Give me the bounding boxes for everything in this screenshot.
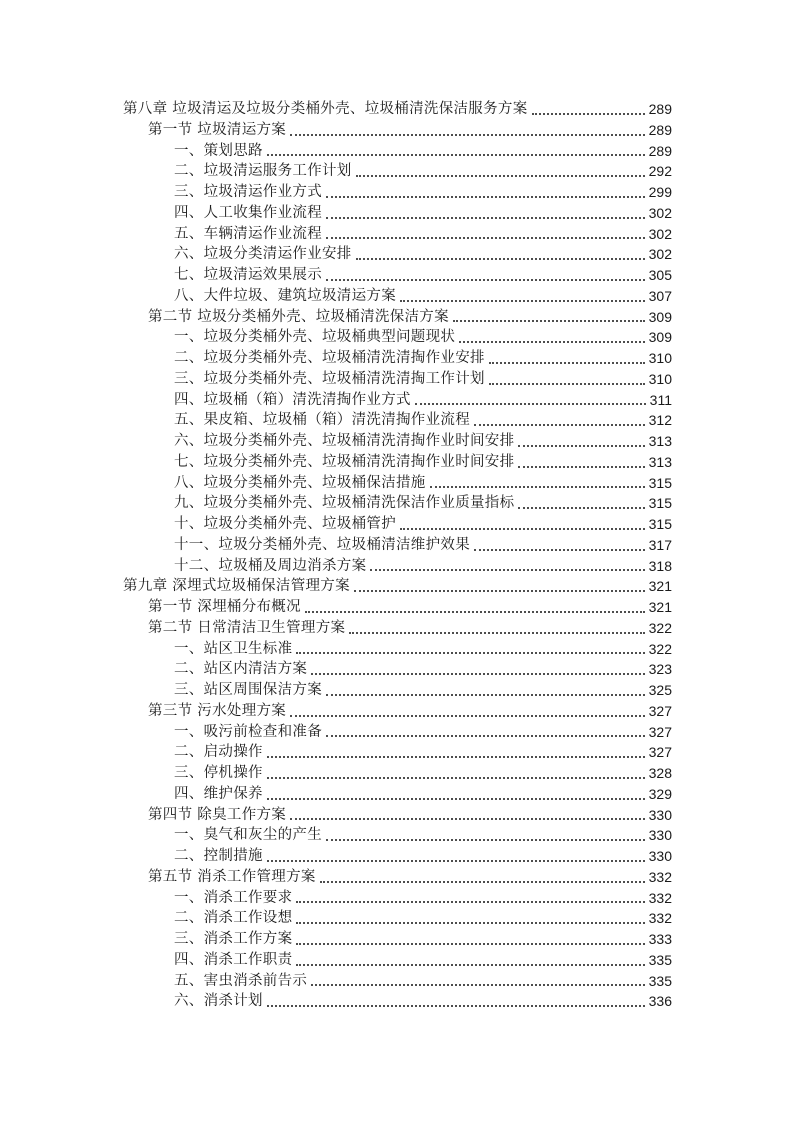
toc-entry-title: 六、垃圾分类桶外壳、垃圾桶清洗清掏作业时间安排 bbox=[174, 433, 515, 449]
toc-entry-page: 327 bbox=[648, 723, 672, 740]
dot-leader bbox=[322, 265, 649, 286]
toc-entry[interactable] bbox=[123, 888, 672, 909]
toc-entry-page: 329 bbox=[648, 785, 672, 802]
toc-entry-title: 十一、垃圾分类桶外壳、垃圾桶清洁维护效果 bbox=[174, 536, 470, 553]
toc-entry-page: 315 bbox=[648, 474, 672, 491]
toc-entry-page: 307 bbox=[648, 287, 672, 304]
toc-entry-page: 299 bbox=[648, 184, 672, 200]
toc-entry[interactable] bbox=[123, 576, 672, 597]
toc-entry-page: 317 bbox=[648, 536, 672, 553]
toc-entry-title: 第二节 日常清洁卫生管理方案 bbox=[148, 619, 346, 636]
dot-leader bbox=[426, 473, 649, 494]
dot-leader bbox=[322, 203, 649, 224]
toc-entry-page: 335 bbox=[648, 951, 672, 968]
dot-leader bbox=[350, 576, 649, 597]
toc-entry[interactable] bbox=[123, 535, 672, 556]
toc-entry[interactable] bbox=[123, 369, 672, 390]
toc-entry[interactable] bbox=[123, 265, 672, 286]
toc-entry-title: 一、垃圾分类桶外壳、垃圾桶典型问题现状 bbox=[174, 329, 456, 346]
toc-entry-title: 二、站区内清洁方案 bbox=[174, 661, 308, 678]
toc-entry-title: 第一节 深埋桶分布概况 bbox=[148, 599, 301, 615]
toc-entry[interactable] bbox=[123, 846, 672, 867]
dot-leader bbox=[455, 327, 648, 348]
toc-entry-page: 332 bbox=[648, 889, 672, 906]
dot-leader bbox=[345, 618, 648, 639]
toc-entry-title: 二、垃圾分类桶外壳、垃圾桶清洗清掏作业安排 bbox=[174, 350, 485, 366]
toc-entry-title: 一、吸污前检查和准备 bbox=[174, 723, 322, 740]
toc-entry[interactable] bbox=[123, 701, 672, 722]
toc-entry[interactable] bbox=[123, 161, 672, 182]
toc-entry-title: 三、垃圾清运作业方式 bbox=[174, 184, 322, 200]
toc-entry-title: 二、消杀工作设想 bbox=[174, 910, 293, 927]
toc-entry-page: 330 bbox=[648, 806, 672, 823]
toc-entry-page: 310 bbox=[648, 370, 672, 387]
toc-entry[interactable] bbox=[123, 203, 672, 224]
toc-entry[interactable] bbox=[123, 307, 672, 328]
toc-entry-title: 六、消杀计划 bbox=[174, 993, 263, 1010]
toc-entry-title: 一、站区卫生标准 bbox=[174, 640, 293, 657]
toc-entry-title: 一、臭气和灰尘的产生 bbox=[174, 827, 322, 844]
toc-entry-page: 311 bbox=[649, 391, 672, 408]
toc-entry[interactable] bbox=[123, 327, 672, 348]
dot-leader bbox=[286, 701, 649, 722]
toc-entry[interactable] bbox=[123, 639, 672, 660]
toc-entry-page: 302 bbox=[648, 225, 672, 242]
toc-entry[interactable] bbox=[123, 991, 672, 1012]
dot-leader bbox=[322, 825, 649, 846]
toc-entry[interactable] bbox=[123, 929, 672, 950]
dot-leader bbox=[352, 244, 649, 265]
dot-leader bbox=[352, 161, 649, 182]
toc-entry[interactable] bbox=[123, 141, 672, 162]
toc-entry[interactable] bbox=[123, 618, 672, 639]
dot-leader bbox=[322, 680, 649, 701]
toc-entry-page: 315 bbox=[648, 516, 672, 532]
toc-entry[interactable] bbox=[123, 493, 672, 514]
toc-entry[interactable] bbox=[123, 514, 672, 535]
toc-entry[interactable] bbox=[123, 763, 672, 784]
toc-entry-title: 四、人工收集作业流程 bbox=[174, 204, 322, 221]
dot-leader bbox=[307, 971, 648, 992]
dot-leader bbox=[514, 493, 648, 514]
toc-entry-page: 302 bbox=[648, 246, 672, 263]
toc-entry-title: 三、消杀工作方案 bbox=[174, 931, 293, 947]
toc-entry[interactable] bbox=[123, 722, 672, 743]
dot-leader bbox=[396, 514, 649, 535]
dot-leader bbox=[286, 805, 649, 826]
toc-entry[interactable] bbox=[123, 950, 672, 971]
toc-entry-page: 309 bbox=[648, 329, 672, 346]
dot-leader bbox=[263, 784, 649, 805]
dot-leader bbox=[292, 908, 648, 929]
toc-entry-title: 三、垃圾分类桶外壳、垃圾桶清洗清掏工作计划 bbox=[174, 370, 485, 387]
toc-entry-title: 一、消杀工作要求 bbox=[174, 889, 293, 906]
toc-entry[interactable] bbox=[123, 908, 672, 929]
toc-entry-title: 八、大件垃圾、建筑垃圾清运方案 bbox=[174, 287, 396, 304]
toc-entry-page: 289 bbox=[648, 101, 672, 117]
toc-entry-title: 第四节 除臭工作方案 bbox=[148, 806, 287, 823]
toc-entry-page: 313 bbox=[648, 453, 672, 470]
toc-entry-title: 第八章 垃圾清运及垃圾分类桶外壳、垃圾桶清洗保洁服务方案 bbox=[123, 101, 528, 117]
dot-leader bbox=[292, 888, 648, 909]
toc-entry-title: 五、车辆清运作业流程 bbox=[174, 225, 322, 242]
toc-entry-page: 318 bbox=[648, 557, 672, 574]
toc-entry[interactable] bbox=[123, 99, 672, 120]
toc-entry-title: 七、垃圾分类桶外壳、垃圾桶清洗清掏作业时间安排 bbox=[174, 453, 515, 470]
toc-entry-page: 321 bbox=[648, 578, 672, 595]
toc-entry-title: 六、垃圾分类清运作业安排 bbox=[174, 246, 352, 263]
toc-entry[interactable] bbox=[123, 971, 672, 992]
toc-entry-title: 七、垃圾清运效果展示 bbox=[174, 267, 322, 283]
dot-leader bbox=[514, 452, 648, 473]
dot-leader bbox=[396, 286, 649, 307]
toc-entry-page: 327 bbox=[648, 702, 672, 719]
toc-entry-page: 322 bbox=[648, 640, 672, 657]
toc-entry[interactable] bbox=[123, 597, 672, 618]
dot-leader bbox=[470, 535, 649, 556]
dot-leader bbox=[470, 410, 649, 431]
toc-entry[interactable] bbox=[123, 431, 672, 452]
toc-entry-title: 十、垃圾分类桶外壳、垃圾桶管护 bbox=[174, 516, 396, 532]
toc-entry-page: 312 bbox=[648, 412, 672, 429]
toc-entry-page: 289 bbox=[648, 142, 672, 159]
toc-entry[interactable] bbox=[123, 556, 672, 577]
dot-leader bbox=[485, 348, 649, 369]
dot-leader bbox=[514, 431, 648, 452]
toc-entry[interactable] bbox=[123, 286, 672, 307]
toc-entry[interactable] bbox=[123, 473, 672, 494]
dot-leader bbox=[263, 846, 649, 867]
toc-entry-page: 305 bbox=[648, 267, 672, 283]
toc-entry-page: 310 bbox=[648, 350, 672, 366]
toc-entry-page: 322 bbox=[648, 619, 672, 636]
dot-leader bbox=[411, 390, 650, 411]
toc-entry-title: 十二、垃圾桶及周边消杀方案 bbox=[174, 557, 367, 574]
toc-entry-page: 336 bbox=[648, 993, 672, 1010]
toc-entry[interactable] bbox=[123, 390, 672, 411]
toc-entry-page: 330 bbox=[648, 827, 672, 844]
dot-leader bbox=[292, 639, 648, 660]
toc-entry[interactable] bbox=[123, 659, 672, 680]
dot-leader bbox=[263, 141, 649, 162]
dot-leader bbox=[322, 722, 649, 743]
toc-entry-page: 325 bbox=[648, 682, 672, 698]
toc-entry-page: 302 bbox=[648, 204, 672, 221]
toc-entry[interactable] bbox=[123, 224, 672, 245]
toc-entry-title: 三、站区周围保洁方案 bbox=[174, 682, 322, 698]
toc-entry-title: 三、停机操作 bbox=[174, 765, 263, 781]
toc-entry-page: 335 bbox=[648, 972, 672, 989]
toc-entry-title: 四、垃圾桶（箱）清洗清掏作业方式 bbox=[174, 391, 411, 408]
dot-leader bbox=[322, 224, 649, 245]
dot-leader bbox=[263, 991, 649, 1012]
toc-entry-title: 五、果皮箱、垃圾桶（箱）清洗清掏作业流程 bbox=[174, 412, 470, 429]
dot-leader bbox=[292, 950, 648, 971]
toc-entry-page: 328 bbox=[648, 765, 672, 781]
toc-entry-page: 327 bbox=[648, 744, 672, 761]
toc-entry[interactable] bbox=[123, 244, 672, 265]
toc-entry[interactable] bbox=[123, 742, 672, 763]
toc-entry-title: 八、垃圾分类桶外壳、垃圾桶保洁措施 bbox=[174, 474, 426, 491]
toc-entry[interactable] bbox=[123, 784, 672, 805]
toc-entry-page: 292 bbox=[648, 163, 672, 180]
toc-entry[interactable] bbox=[123, 348, 672, 369]
toc-entry[interactable] bbox=[123, 182, 672, 203]
toc-entry-title: 一、策划思路 bbox=[174, 142, 263, 159]
dot-leader bbox=[286, 120, 649, 141]
toc-entry-title: 二、垃圾清运服务工作计划 bbox=[174, 163, 352, 180]
toc-entry-page: 333 bbox=[648, 931, 672, 947]
dot-leader bbox=[316, 867, 649, 888]
toc-entry[interactable] bbox=[123, 680, 672, 701]
table-of-contents bbox=[123, 99, 672, 1012]
dot-leader bbox=[292, 929, 648, 950]
dot-leader bbox=[449, 307, 649, 328]
toc-entry[interactable] bbox=[123, 867, 672, 888]
toc-entry-title: 第二节 垃圾分类桶外壳、垃圾桶清洗保洁方案 bbox=[148, 308, 449, 325]
toc-entry-page: 289 bbox=[648, 121, 672, 138]
dot-leader bbox=[485, 369, 649, 390]
toc-entry-title: 五、害虫消杀前告示 bbox=[174, 972, 308, 989]
toc-entry-page: 332 bbox=[648, 910, 672, 927]
dot-leader bbox=[366, 556, 648, 577]
toc-entry-page: 323 bbox=[648, 661, 672, 678]
dot-leader bbox=[307, 659, 648, 680]
toc-entry[interactable] bbox=[123, 825, 672, 846]
toc-entry[interactable] bbox=[123, 120, 672, 141]
toc-entry[interactable] bbox=[123, 410, 672, 431]
toc-entry-title: 二、控制措施 bbox=[174, 848, 263, 864]
dot-leader bbox=[263, 742, 649, 763]
toc-entry-title: 第一节 垃圾清运方案 bbox=[148, 121, 287, 138]
toc-entry-title: 二、启动操作 bbox=[174, 744, 263, 761]
dot-leader bbox=[528, 99, 649, 120]
toc-entry-title: 第三节 污水处理方案 bbox=[148, 702, 287, 719]
toc-entry-title: 四、消杀工作职责 bbox=[174, 951, 293, 968]
toc-entry[interactable] bbox=[123, 452, 672, 473]
toc-entry-page: 321 bbox=[648, 599, 672, 615]
toc-entry-page: 330 bbox=[648, 848, 672, 864]
toc-entry-page: 309 bbox=[648, 308, 672, 325]
toc-entry-page: 313 bbox=[648, 433, 672, 449]
toc-entry-title: 九、垃圾分类桶外壳、垃圾桶清洗保洁作业质量指标 bbox=[174, 495, 515, 512]
toc-entry-title: 第九章 深埋式垃圾桶保洁管理方案 bbox=[123, 578, 350, 595]
dot-leader bbox=[322, 182, 649, 203]
toc-entry-title: 第五节 消杀工作管理方案 bbox=[148, 868, 316, 885]
dot-leader bbox=[263, 763, 649, 784]
toc-entry-page: 332 bbox=[648, 868, 672, 885]
toc-entry-page: 315 bbox=[648, 495, 672, 512]
toc-entry[interactable] bbox=[123, 805, 672, 826]
dot-leader bbox=[301, 597, 649, 618]
toc-entry-title: 四、维护保养 bbox=[174, 785, 263, 802]
